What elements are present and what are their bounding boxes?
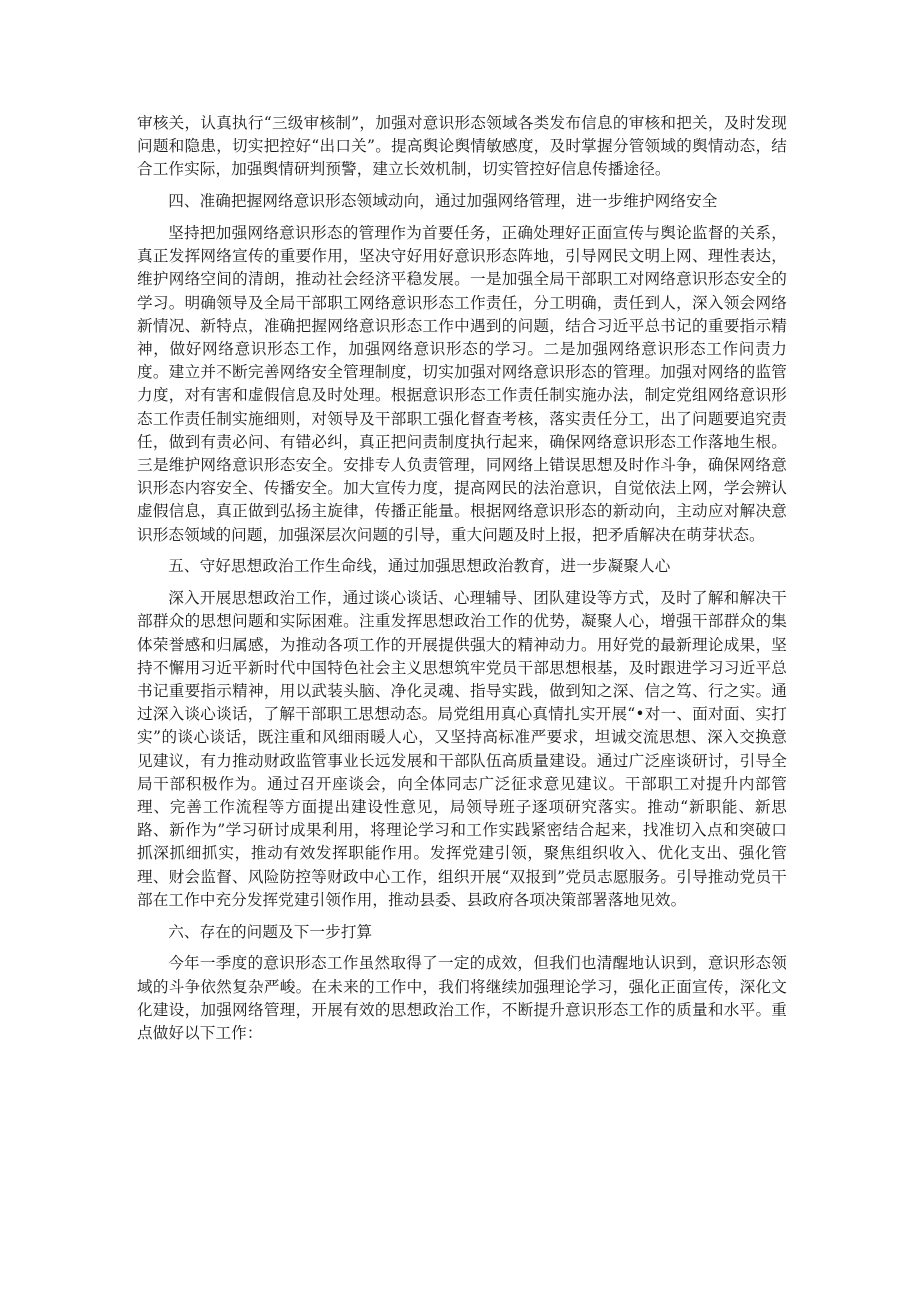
paragraph-network-management: 坚持把加强网络意识形态的管理作为首要任务，正确处理好正面宣传与舆论监督的关系，真正发挥网络宣传的重要作用，坚决守好用好意识形态阵地，引导网民文明上网、理性表达，维护网络空间的清朗，推动社会经济平稳发展。一是加强全局干部职工对网络意识形态安全的学习。明确领导及全局干部职工网络意识形态工作责任，分工明确，责任到人，深入领会网络新情况、新特点，准确把握网络意识形态工作中遇到的问题，结合习近平总书记的重要指示精神，做好网络意识形态工作，加强网络意识形态的学习。二是加强网络意识形态工作问责力度。建立并不断完善网络安全管理制度，切实加强对网络意识形态的管理。加强对网络的监管力度，对有害和虚假信息及时处理。根据意识形态工作责任制实施办法，制定党组网络意识形态工作责任制实施细则，对领导及干部职工强化督查考核，落实责任分工，出了问题要追究责任，做到有责必问、有错必纠，真正把问责制度执行起来，确保网络意识形态工作落地生根。三是维护网络意识形态安全。安排专人负责管理，同网络上错误思想及时作斗争，确保网络意识形态内容安全、传播安全。加大宣传力度，提高网民的法治意识，自觉依法上网，学会辨认虚假信息，真正做到弘扬主旋律，传播正能量。根据网络意识形态的新动向，主动应对解决意识形态领域的问题，加强深层次问题的引导，重大问题及时上报，把矛盾解决在萌芽状态。 xyxy=(137,224,787,544)
section-heading-6: 六、存在的问题及下一步打算 xyxy=(168,922,373,941)
section-heading-4: 四、准确把握网络意识形态领域动向，通过加强网络管理，进一步维护网络安全 xyxy=(168,192,718,211)
paragraph-continued: 审核关，认真执行“三级审核制”，加强对意识形态领域各类发布信息的审核和把关，及时发现问题和隐患，切实把控好“出口关”。提高舆论舆情敏感度，及时掌握分管领域的舆情动态，结合工作实际，加强舆情研判预警，建立长效机制，切实管控好信息传播途径。 xyxy=(137,114,787,179)
section-heading-5: 五、守好思想政治工作生命线，通过加强思想政治教育，进一步凝聚人心 xyxy=(168,557,671,576)
paragraph-political-work: 深入开展思想政治工作，通过谈心谈话、心理辅导、团队建设等方式，及时了解和解决干部群众的思想问题和实际困难。注重发挥思想政治工作的优势，凝聚人心，增强干部群众的集体荣誉感和归属感，为推动各项工作的开展提供强大的精神动力。用好党的最新理论成果，坚持不懈用习近平新时代中国特色社会主义思想筑牢党员干部思想根基，及时跟进学习习近平总书记重要指示精神，用以武装头脑、净化灵魂、指导实践，做到知之深、信之笃、行之实。通过深入谈心谈话，了解干部职工思想动态。局党组用真心真情扎实开展“•对一、面对面、实打实”的谈心谈话，既注重和风细雨暖人心，又坚持高标准严要求，坦诚交流思想、深入交换意见建议，有力推动财政监管事业长远发展和干部队伍高质量建设。通过广泛座谈研讨，引导全局干部积极作为。通过召开座谈会，向全体同志广泛征求意见建议。干部职工对提升内部管理、完善工作流程等方面提出建设性意见，局领导班子逐项研究落实。推动“新职能、新思路、新作为”学习研讨成果利用，将理论学习和工作实践紧密结合起来，找准切入点和突破口抓深抓细抓实，推动有效发挥职能作用。发挥党建引领，聚焦组织收入、优化支出、强化管理、财会监督、风险防控等财政中心工作，组织开展“双报到”党员志愿服务。引导推动党员干部在工作中充分发挥党建引领作用，推动县委、县政府各项决策部署落地见效。 xyxy=(137,589,787,909)
document-body xyxy=(137,112,787,1054)
paragraph-next-steps: 今年一季度的意识形态工作虽然取得了一定的成效，但我们也清醒地认识到，意识形态领域的斗争依然复杂严峻。在未来的工作中，我们将继续加强理论学习，强化正面宣传，深化文化建设，加强网络管理，开展有效的思想政治工作，不断提升意识形态工作的质量和水平。重点做好以下工作： xyxy=(137,954,787,1043)
